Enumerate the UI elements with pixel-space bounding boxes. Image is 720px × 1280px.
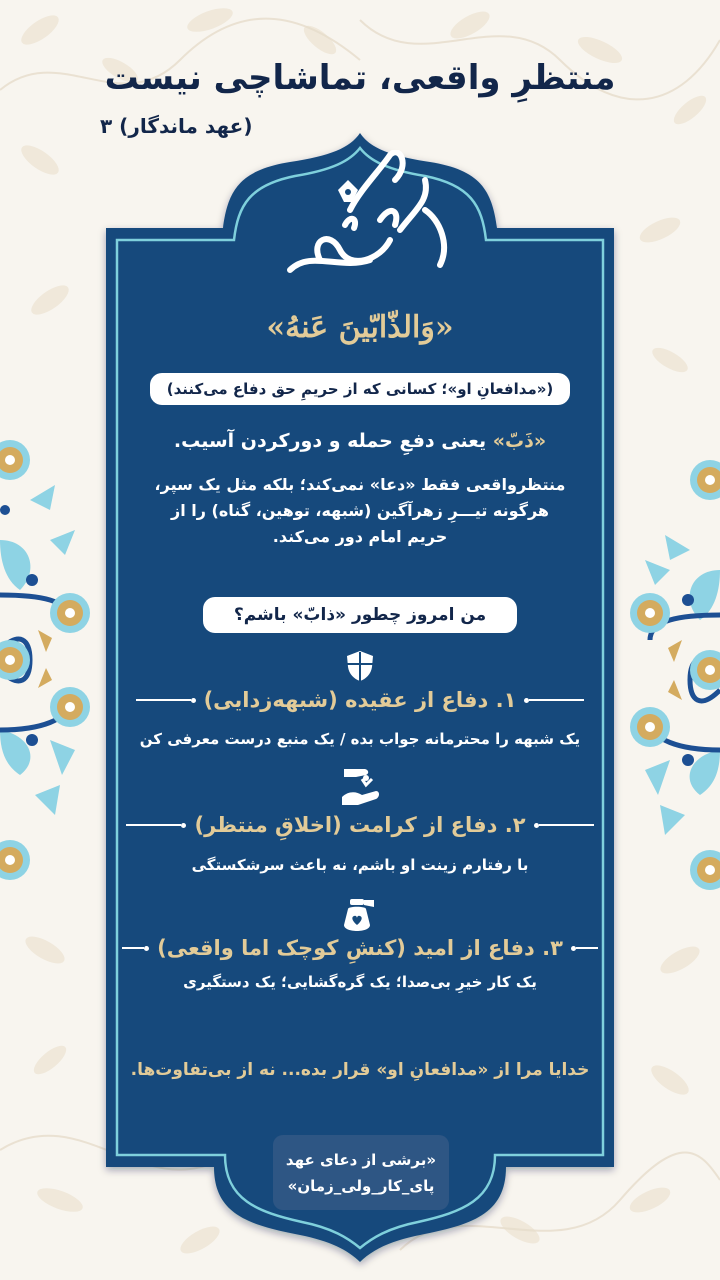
section-1-title: ۱. دفاع از عقیده (شبهه‌زدایی)	[203, 688, 517, 712]
divider-right	[534, 823, 594, 828]
page-subtitle: (عهد ماندگار) ۳	[100, 114, 253, 138]
section-1-heading	[120, 685, 600, 715]
charity-jar-icon	[342, 895, 378, 935]
section-2-heading	[120, 810, 600, 840]
paragraph-line: منتظرواقعی فقط «دعا» نمی‌کند؛ بلکه مثل یک سپر،	[154, 475, 566, 494]
closing-prayer: خدایا مرا از «مدافعانِ او» قرار بده... نه از بی‌تفاوت‌ها.	[130, 1060, 590, 1080]
divider-left	[136, 698, 196, 703]
definition-term: «ذَبّ»	[492, 430, 547, 452]
paragraph-line: حریم امام دور می‌کند.	[272, 527, 448, 546]
source-line-1: «برشی از دعای عهد	[285, 1150, 437, 1169]
section-3-heading	[120, 933, 600, 963]
definition-line	[120, 430, 600, 452]
definition-text: یعنی دفعِ حمله و دورکردن آسیب.	[173, 430, 493, 452]
giving-hands-icon	[335, 765, 385, 809]
paragraph-line: هرگونه تیـــرِ زهرآگین (شبهه، توهین، گناه) را از	[170, 501, 549, 520]
section-3-description: یک کار خیرِ بی‌صدا؛ یک گره‌گشایی؛ یک دستگیری	[183, 973, 537, 991]
source-hashtag: پای_کار_ولی_زمان»	[287, 1176, 435, 1195]
question-pill: من امروز چطور «ذابّ» باشم؟	[203, 597, 517, 633]
section-1-description: یک شبهه را محترمانه جواب بده / یک منبع درست معرفی کن	[139, 730, 581, 748]
page-title: منتظرِ واقعی، تماشاچی نیست	[104, 58, 616, 98]
quran-verse: «وَالذّابّینَ عَنهُ»	[266, 310, 454, 345]
verse-meaning-pill: («مدافعانِ او»؛ کسانی که از حریمِ حق دفاع می‌کنند)	[150, 373, 570, 405]
explanation-paragraph	[120, 472, 600, 550]
section-2-description: با رفتارم زینت او باشم، نه باعث سرشکستگی	[191, 856, 529, 874]
divider-left	[122, 946, 149, 951]
shield-icon	[345, 650, 375, 682]
section-3-title: ۳. دفاع از امید (کنشِ کوچک اما واقعی)	[157, 936, 563, 960]
divider-right	[524, 698, 584, 703]
divider-right	[571, 946, 598, 951]
divider-left	[126, 823, 186, 828]
section-2-title: ۲. دفاع از کرامت (اخلاقِ منتظر)	[194, 813, 526, 837]
dua-ahd-calligraphy-logo	[250, 150, 470, 280]
source-caption	[273, 1135, 449, 1210]
